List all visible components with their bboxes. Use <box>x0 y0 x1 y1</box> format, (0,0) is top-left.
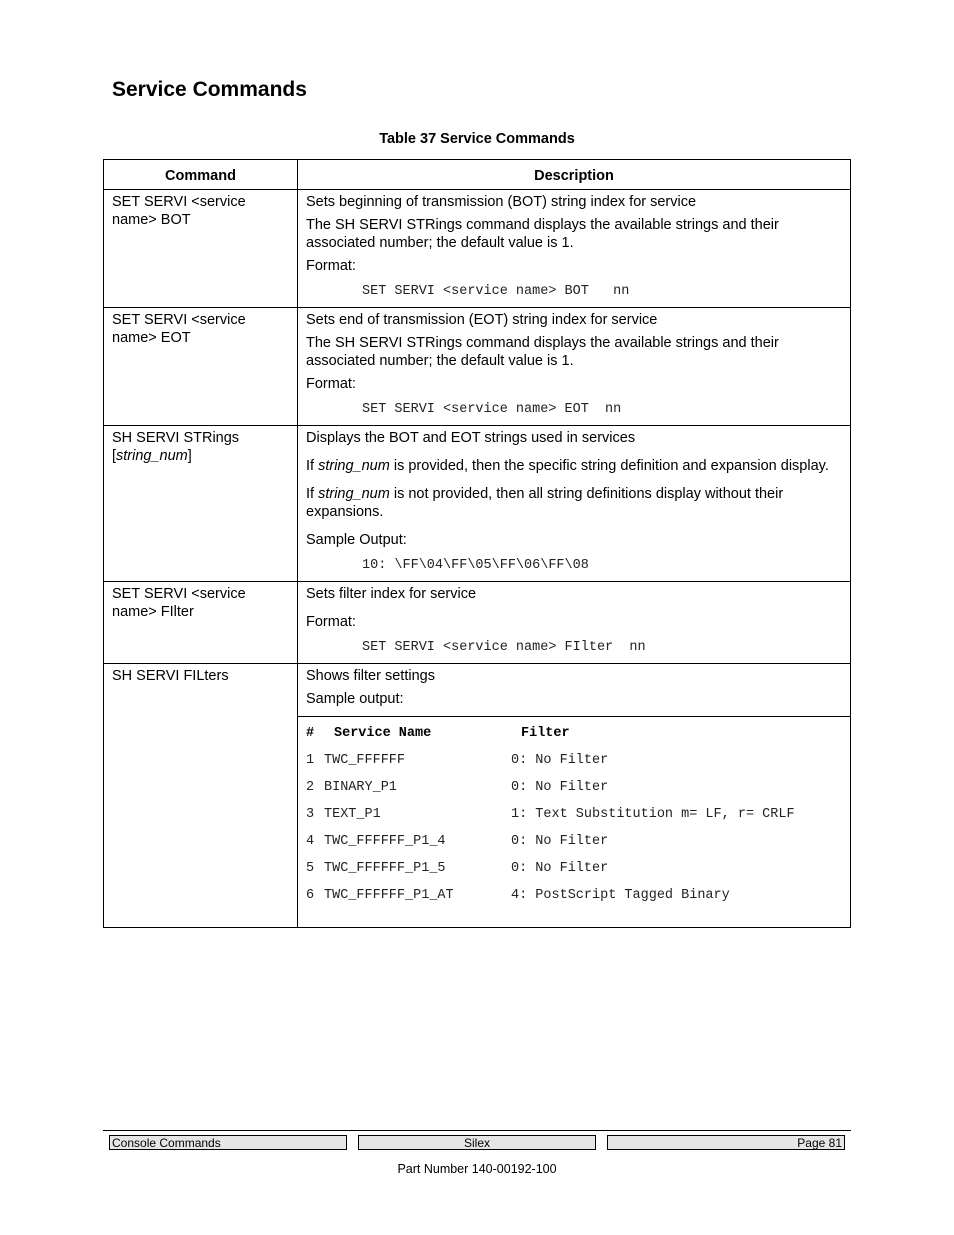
footer-section-name: Console Commands <box>109 1135 347 1150</box>
filter-number: 1 <box>306 752 315 768</box>
filter-service-name: TWC_FFFFFF_P1_5 <box>324 860 446 876</box>
table-row <box>104 664 851 928</box>
description-text <box>306 485 842 521</box>
text-prefix: If <box>306 486 319 502</box>
filter-number: 4 <box>306 833 315 849</box>
description-cell <box>298 664 851 928</box>
command-cell: SET SERVI <service name> EOT <box>104 308 298 426</box>
bracket-open: [ <box>112 448 117 464</box>
filter-value: 0: No Filter <box>511 752 609 768</box>
filter-value: 1: Text Substitution m= LF, r= CRLF <box>511 806 795 822</box>
code-sample: SET SERVI <service name> BOT nn <box>362 284 630 299</box>
description-cell <box>298 582 851 664</box>
format-label: Format: <box>306 614 356 630</box>
parameter-name: string_num <box>318 486 390 502</box>
filter-header-filter: Filter <box>521 725 570 741</box>
filter-row <box>306 828 842 855</box>
text-prefix: If <box>306 458 319 474</box>
description-cell <box>298 308 851 426</box>
service-commands-table <box>103 159 851 928</box>
filter-number: 2 <box>306 779 315 795</box>
command-cell: SET SERVI <service name> BOT <box>104 190 298 308</box>
table-caption: Table 37 Service Commands <box>379 131 575 147</box>
description-text <box>306 457 842 475</box>
description-summary: Sets end of transmission (EOT) string index for service <box>306 312 658 328</box>
description-summary: Shows filter settings <box>306 668 435 684</box>
filter-service-name: BINARY_P1 <box>324 779 397 795</box>
footer-company: Silex <box>358 1135 596 1150</box>
description-summary: Displays the BOT and EOT strings used in services <box>306 430 636 446</box>
sample-output-label: Sample output: <box>306 691 404 707</box>
table-row <box>104 190 851 308</box>
filter-row <box>306 882 842 909</box>
command-parameter: string_num <box>116 448 188 464</box>
header-command: Command <box>104 160 298 190</box>
table-row <box>104 582 851 664</box>
table-row <box>104 308 851 426</box>
command-cell: SET SERVI <service name> FIlter <box>104 582 298 664</box>
format-label: Format: <box>306 258 356 274</box>
text-suffix: is not provided, then all string definitions display without their expansions. <box>306 486 784 520</box>
filter-header-service-name: Service Name <box>334 725 432 741</box>
filter-value: 0: No Filter <box>511 833 609 849</box>
footer-divider <box>103 1130 851 1131</box>
command-name: SH SERVI STRings <box>112 430 240 446</box>
command-cell <box>104 426 298 582</box>
filter-service-name: TWC_FFFFFF_P1_4 <box>324 833 446 849</box>
command-cell: SH SERVI FILters <box>104 664 298 928</box>
filter-row <box>306 747 842 774</box>
description-text: The SH SERVI STRings command displays the available strings and their associated number; the default value is 1. <box>306 217 779 251</box>
part-number: Part Number 140-00192-100 <box>397 1162 557 1176</box>
filters-description <box>298 664 850 717</box>
code-sample: SET SERVI <service name> EOT nn <box>362 402 622 417</box>
filter-value: 4: PostScript Tagged Binary <box>511 887 730 903</box>
filter-header-row <box>306 720 842 747</box>
text-suffix: is provided, then the specific string definition and expansion display. <box>389 458 829 474</box>
page-title: Service Commands <box>112 78 307 101</box>
parameter-name: string_num <box>318 458 390 474</box>
header-description: Description <box>298 160 851 190</box>
bracket-close: ] <box>187 448 192 464</box>
filter-number: 6 <box>306 887 315 903</box>
filter-header-number: # <box>306 725 315 741</box>
filter-service-name: TWC_FFFFFF_P1_AT <box>324 887 454 903</box>
filter-service-name: TEXT_P1 <box>324 806 381 822</box>
table-header-row <box>104 160 851 190</box>
sample-output-label: Sample Output: <box>306 532 407 548</box>
code-sample: SET SERVI <service name> FIlter nn <box>362 640 646 655</box>
description-text: The SH SERVI STRings command displays the available strings and their associated number; the default value is 1. <box>306 335 779 369</box>
filter-row <box>306 801 842 828</box>
filter-output-table <box>298 717 850 919</box>
format-label: Format: <box>306 376 356 392</box>
filter-number: 3 <box>306 806 315 822</box>
table-row <box>104 426 851 582</box>
description-cell <box>298 190 851 308</box>
filter-row <box>306 774 842 801</box>
footer-page-number: Page 81 <box>607 1135 845 1150</box>
description-cell <box>298 426 851 582</box>
filter-service-name: TWC_FFFFFF <box>324 752 406 768</box>
filter-number: 5 <box>306 860 315 876</box>
filter-value: 0: No Filter <box>511 779 609 795</box>
description-summary: Sets filter index for service <box>306 586 477 602</box>
filter-value: 0: No Filter <box>511 860 609 876</box>
code-sample: 10: \FF\04\FF\05\FF\06\FF\08 <box>362 558 589 573</box>
filter-row <box>306 855 842 882</box>
description-summary: Sets beginning of transmission (BOT) string index for service <box>306 194 697 210</box>
